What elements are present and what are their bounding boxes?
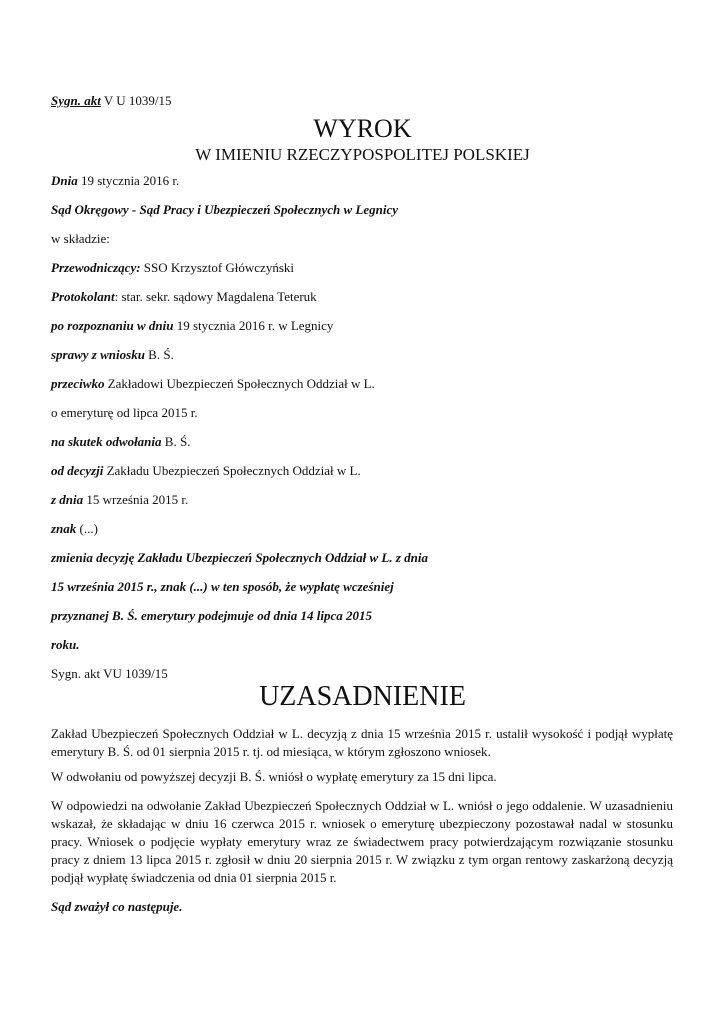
ruling-line: 15 września 2015 r., znak (...) w ten sposób, że wypłatę wcześniej — [51, 579, 394, 594]
appeal-by — [51, 434, 190, 450]
judgment-subtitle: W IMIENIU RZECZYPOSPOLITEJ POLSKIEJ — [195, 145, 530, 164]
ruling-line: roku. — [51, 637, 80, 652]
presiding-judge — [51, 260, 294, 276]
justification-case-number: Sygn. akt VU 1039/15 — [51, 666, 168, 681]
examination-date-label: po rozpoznaniu w dniu — [51, 318, 174, 333]
decision-sign-value: (...) — [76, 521, 98, 536]
case-respondent — [51, 376, 375, 392]
justification-paragraph: W odpowiedzi na odwołanie Zakład Ubezpieczeń Społecznych Oddział w L. wniósł o jego oddalenie. W uzasadnieniu wskazał, że składając w dniu 16 czerwca 2015 r. wniosek o emeryturę ubezpieczony pozostawał nadal w stosunku pracy. Wniosek o podjęcie wypłaty emerytury wraz ze świadectwem pracy potwierdzającym rozwiązanie stosunku pracy z dniem 13 lipca 2015 r. zgłosił w dniu 20 sierpnia 2015 r. W związku z tym organ rentowy zaskarżoną decyzją podjął wypłatę świadczenia od dnia 01 sierpnia 2015 r. — [51, 798, 673, 885]
examination-date — [51, 318, 333, 334]
court-clerk-label: Protokolant — [51, 289, 115, 304]
examination-date-value: 19 stycznia 2016 r. w Legnicy — [173, 318, 334, 333]
ruling-line: przyznanej B. Ś. emerytury podejmuje od dnia 14 lipca 2015 — [51, 608, 373, 623]
case-respondent-value: Zakładowi Ubezpieczeń Społecznych Oddział w L. — [104, 376, 375, 391]
case-number — [51, 93, 172, 109]
judgment-date-label: Dnia — [51, 173, 78, 188]
court-clerk — [51, 289, 317, 305]
court-clerk-value: : star. sekr. sądowy Magdalena Teteruk — [114, 289, 317, 304]
decision-date-value: 15 września 2015 r. — [83, 492, 189, 507]
justification-paragraph: W odwołaniu od powyższej decyzji B. Ś. wniósł o wypłatę emerytury za 15 dni lipca. — [51, 769, 497, 784]
presiding-judge-label: Przewodniczący: — [51, 260, 141, 275]
ruling-line: zmienia decyzję Zakładu Ubezpieczeń Społecznych Oddział w L. z dnia — [51, 550, 428, 565]
case-applicant-value: B. Ś. — [144, 347, 174, 362]
appeal-by-value: B. Ś. — [161, 434, 191, 449]
case-respondent-label: przeciwko — [51, 376, 105, 391]
justification-paragraph: Zakład Ubezpieczeń Społecznych Oddział w L. decyzją z dnia 15 września 2015 r. ustalił wysokość i podjął wypłatę emerytury B. Ś. od 01 sierpnia 2015 r. tj. od miesiąca, w którym zgłoszono wniosek. — [51, 726, 673, 759]
decision-date-label: z dnia — [51, 492, 84, 507]
appealed-decision-value: Zakładu Ubezpieczeń Społecznych Oddział w L. — [103, 463, 361, 478]
decision-sign — [51, 521, 98, 537]
presiding-judge-value: SSO Krzysztof Główczyński — [140, 260, 295, 275]
court-name: Sąd Okręgowy - Sąd Pracy i Ubezpieczeń Społecznych w Legnicy — [51, 202, 398, 217]
case-applicant — [51, 347, 174, 363]
case-number-value: V U 1039/15 — [100, 93, 172, 108]
composition-text: w składzie: — [51, 231, 110, 246]
justification-title: UZASADNIENIE — [259, 681, 466, 712]
judgment-date-value: 19 stycznia 2016 r. — [77, 173, 180, 188]
case-subject: o emeryturę od lipca 2015 r. — [51, 405, 198, 420]
appealed-decision-label: od decyzji — [51, 463, 104, 478]
case-applicant-label: sprawy z wniosku — [51, 347, 145, 362]
decision-date — [51, 492, 188, 508]
appealed-decision — [51, 463, 361, 479]
decision-sign-label: znak — [51, 521, 77, 536]
court-considerations-heading: Sąd zważył co następuje. — [51, 899, 183, 914]
appeal-by-label: na skutek odwołania — [51, 434, 162, 449]
judgment-title: WYROK — [313, 114, 412, 143]
case-number-label: Sygn. akt — [51, 93, 101, 108]
judgment-date — [51, 173, 179, 189]
